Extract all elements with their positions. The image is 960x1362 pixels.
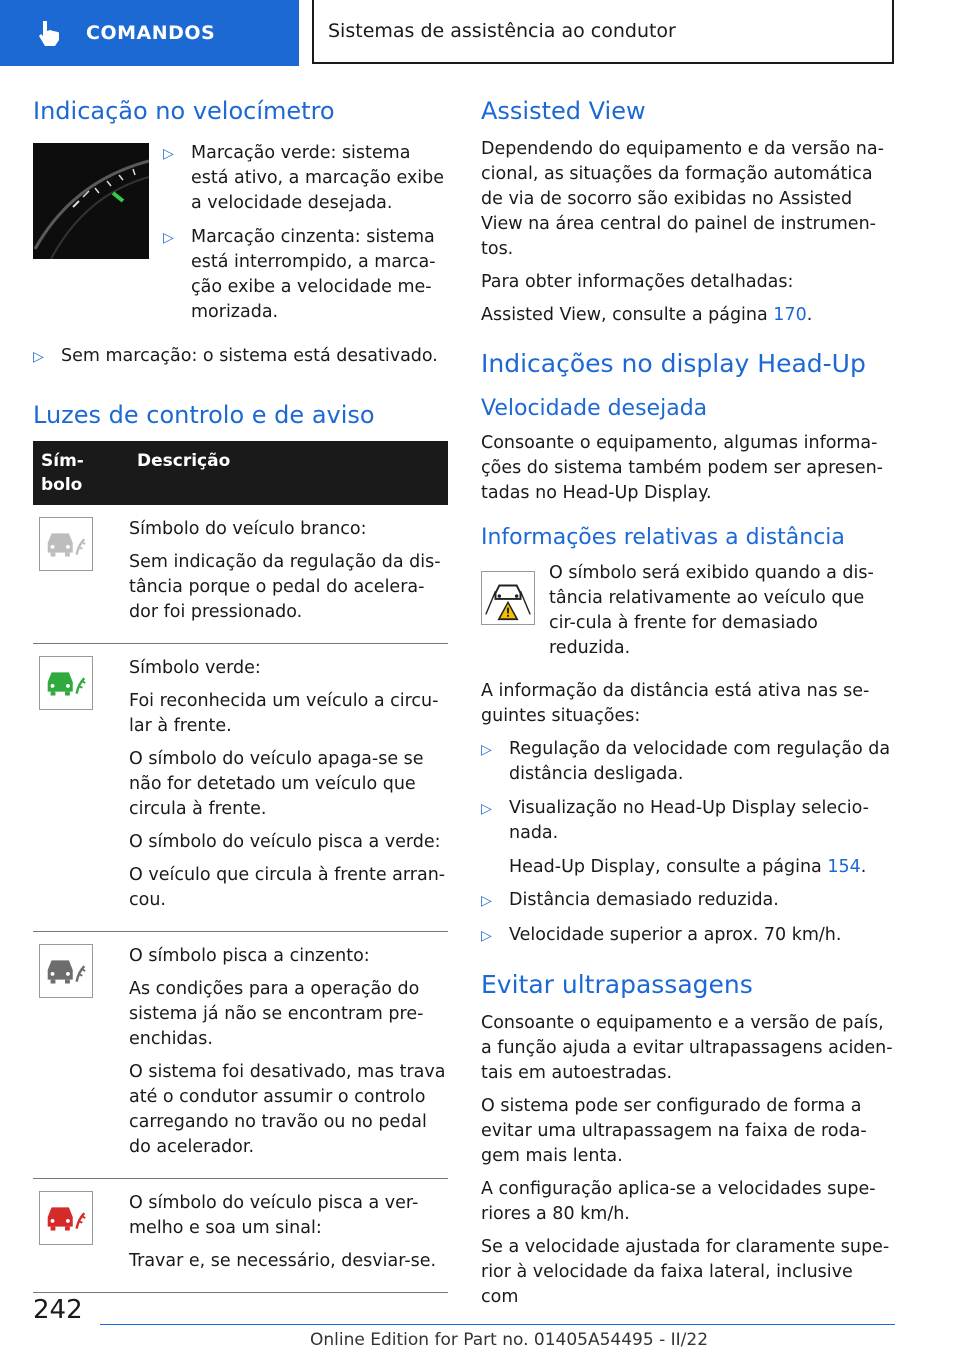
hud-ref: Head-Up Display, consulte a página 154. <box>509 856 867 877</box>
bullet-triangle-icon: ▷ <box>481 800 492 817</box>
symbol-cell <box>33 505 129 644</box>
distance-vehicle-green-icon <box>39 656 93 710</box>
description-line: O sistema foi desativado, mas trava até o condutor assumir o controlo carregando no travão ou no pedal do acelerador. <box>129 1062 446 1158</box>
overtake-text-3: A configuração aplica-se a velocidades supe-riores a 80 km/h. <box>481 1179 876 1225</box>
speedometer-block <box>33 141 448 334</box>
symbol-cell <box>33 1179 129 1293</box>
table-row <box>33 505 448 644</box>
hud-heading: Indicações no display Head-Up <box>481 349 866 379</box>
assisted-view-heading: Assisted View <box>481 97 646 125</box>
description-line: Sem indicação da regulação da dis-tância porque o pedal do acelera-dor foi pressionado. <box>129 552 441 623</box>
bullet-triangle-icon: ▷ <box>481 741 492 758</box>
list-item: ▷ Sem marcação: o sistema está desativado. <box>33 344 448 370</box>
section-tab <box>0 0 299 66</box>
distance-vehicle-red-icon <box>39 1191 93 1245</box>
description-line: O símbolo pisca a cinzento: <box>129 946 370 967</box>
desired-speed-text: Consoante o equipamento, algumas informa-ções do sistema também podem ser apresen-tadas no Head-Up Display. <box>481 433 883 504</box>
assisted-view-ref: Assisted View, consulte a página 170. <box>481 305 813 326</box>
list-item: ▷ Marcação verde: sistema está ativo, a marcação exibe a velocidade desejada. <box>163 141 448 216</box>
overtake-heading: Evitar ultrapassagens <box>481 969 753 999</box>
bullet-triangle-icon: ▷ <box>481 892 492 909</box>
overtake-text-2: O sistema pode ser configurado de forma a evitar uma ultrapassagem na faixa de roda-gem mais lenta. <box>481 1096 867 1167</box>
overtake-text-1: Consoante o equipamento e a versão de país, a função ajuda a evitar ultrapassagens aciden-tais em autoestradas. <box>481 1013 893 1084</box>
distance-vehicle-grey-icon <box>39 944 93 998</box>
bullet-triangle-icon: ▷ <box>163 230 174 247</box>
speedometer-list <box>163 141 448 334</box>
description-line: O veículo que circula à frente arran-cou. <box>129 865 446 911</box>
page-header <box>0 0 960 66</box>
speedometer-image <box>33 143 149 259</box>
description-line: Travar e, se necessário, desviar-se. <box>129 1251 437 1272</box>
description-cell <box>129 644 448 932</box>
symbol-table <box>33 441 448 1293</box>
list-item: ▷ Visualização no Head-Up Display selecio-nada. <box>481 796 895 846</box>
hand-pointer-icon <box>34 18 64 48</box>
distance-vehicle-white-icon <box>39 517 93 571</box>
bullet-triangle-icon: ▷ <box>481 927 492 944</box>
table-row <box>33 644 448 932</box>
description-line: As condições para a operação do sistema já não se encontram pre-enchidas. <box>129 979 424 1050</box>
distance-active-text: A informação da distância está ativa nas se-guintes situações: <box>481 680 870 726</box>
page-number: 242 <box>33 1295 83 1325</box>
column-header-symbol: Sím-bolo <box>33 441 129 505</box>
list-item: ▷ Distância demasiado reduzida. <box>481 888 895 914</box>
table-row <box>33 1179 448 1293</box>
description-line: O símbolo do veículo pisca a ver-melho e soa um sinal: <box>129 1193 419 1239</box>
desired-speed-heading: Velocidade desejada <box>481 395 708 421</box>
edition-text: Online Edition for Part no. 01405A54495 - II/22 <box>310 1330 709 1350</box>
assisted-view-info: Para obter informações detalhadas: <box>481 272 794 293</box>
left-column <box>33 96 448 1293</box>
list-item: ▷ Regulação da velocidade com regulação da distância desligada. <box>481 737 895 787</box>
assisted-view-text: Dependendo do equipamento e da versão na-cional, as situações da formação automática de via de socorro são exibidas no Assisted View na área central do painel de instrumen-tos. <box>481 139 884 260</box>
table-header-row <box>33 441 448 505</box>
chapter-title: Sistemas de assistência ao condutor <box>328 20 676 42</box>
distance-warning-icon <box>481 571 535 625</box>
chapter-title-box <box>312 0 894 64</box>
list-item: ▷ Marcação cinzenta: sistema está interrompido, a marca-ção exibe a velocidade me-morizada. <box>163 225 448 325</box>
overtake-text-4: Se a velocidade ajustada for claramente supe-rior à velocidade da faixa lateral, inclusive com <box>481 1237 890 1308</box>
distance-info-heading: Informações relativas a distância <box>481 525 845 551</box>
distance-icon-text: O símbolo será exibido quando a dis-tância relativamente ao veículo que cir-cula à frente for demasiado reduzida. <box>549 562 874 658</box>
lights-heading: Luzes de controlo e de aviso <box>33 401 375 430</box>
symbol-cell <box>33 644 129 932</box>
table-row <box>33 932 448 1179</box>
distance-icon-block <box>481 561 895 669</box>
footer-divider <box>100 1324 895 1325</box>
bullet-triangle-icon: ▷ <box>33 349 44 366</box>
description-line: Símbolo do veículo branco: <box>129 519 367 540</box>
list-item: ▷ Velocidade superior a aprox. 70 km/h. <box>481 923 895 949</box>
description-line: O símbolo do veículo apaga-se se não for detetado um veículo que circula à frente. <box>129 749 424 820</box>
page-link[interactable]: 170 <box>773 305 807 326</box>
page-link[interactable]: 154 <box>827 856 861 877</box>
column-header-description: Descrição <box>129 441 448 505</box>
description-line: Foi reconhecida um veículo a circu-lar à frente. <box>129 691 439 737</box>
symbol-cell <box>33 932 129 1179</box>
description-line: Símbolo verde: <box>129 658 261 679</box>
description-cell <box>129 505 448 644</box>
bullet-triangle-icon: ▷ <box>163 146 174 163</box>
section-label: COMANDOS <box>86 22 216 44</box>
description-line: O símbolo do veículo pisca a verde: <box>129 832 441 853</box>
speedometer-heading: Indicação no velocímetro <box>33 97 335 125</box>
right-column <box>481 96 895 1318</box>
description-cell <box>129 1179 448 1293</box>
description-cell <box>129 932 448 1179</box>
